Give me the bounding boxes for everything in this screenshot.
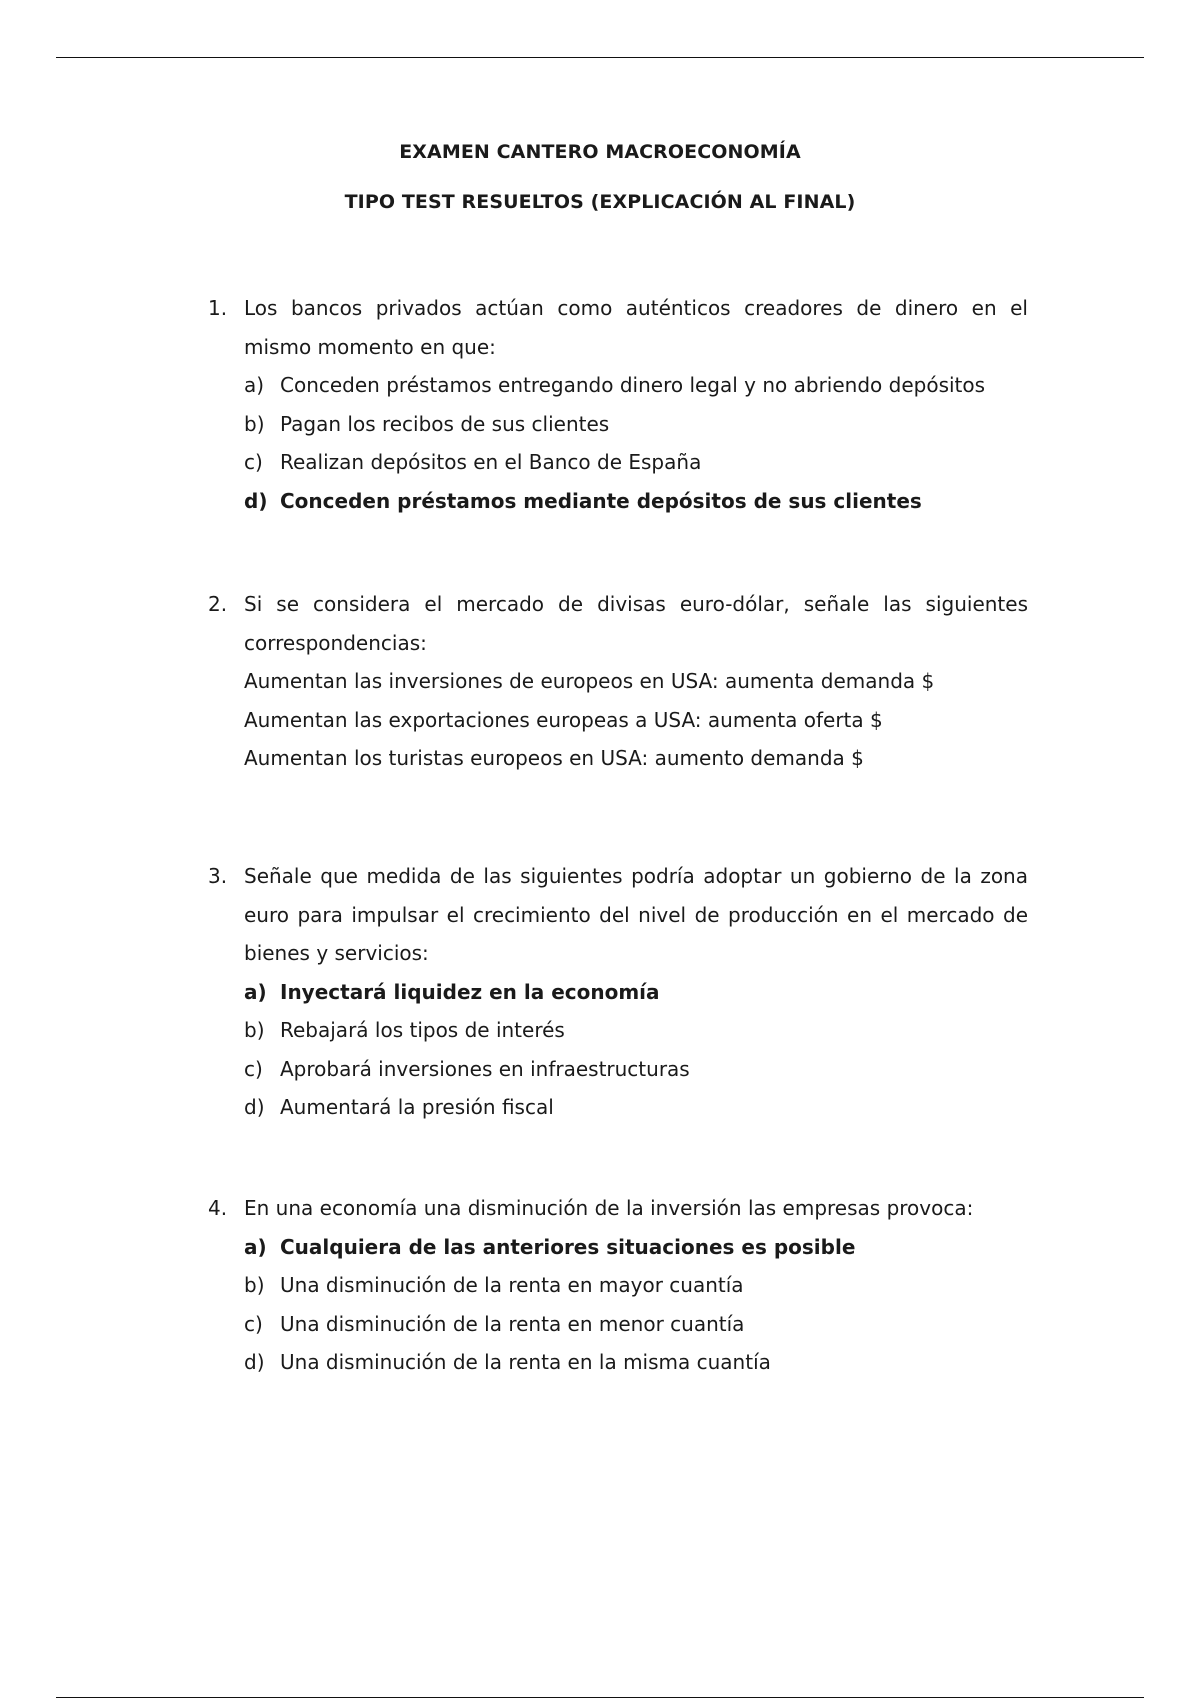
question-1 — [208, 289, 1028, 520]
option-text: Una disminución de la renta en la misma cuantía — [280, 1350, 771, 1374]
question-number: 4. — [208, 1196, 228, 1220]
question-text: Los bancos privados actúan como auténticos creadores de dinero en el mismo momento en que: — [244, 296, 1028, 359]
question-number: 2. — [208, 592, 228, 616]
question-text: En una economía una disminución de la inversión las empresas provoca: — [244, 1196, 974, 1220]
correspondence-line: Aumentan las exportaciones europeas a USA: aumenta oferta $ — [244, 707, 883, 732]
question-text: Señale que medida de las siguientes podría adoptar un gobierno de la zona euro para impulsar el crecimiento del nivel de producción en el mercado de bienes y servicios: — [244, 864, 1028, 965]
option-text: Rebajará los tipos de interés — [280, 1018, 565, 1042]
option-letter: d) — [244, 1350, 265, 1374]
option-letter: b) — [244, 411, 265, 436]
option-text: Una disminución de la renta en menor cuantía — [280, 1311, 745, 1336]
correspondence-line: Aumentan las inversiones de europeos en USA: aumenta demanda $ — [244, 669, 935, 693]
bottom-rule — [56, 1697, 1144, 1698]
question-2 — [208, 585, 1028, 778]
option-letter: c) — [244, 450, 263, 474]
option-letter: b) — [244, 1273, 265, 1297]
option-text: Conceden préstamos mediante depósitos de sus clientes — [280, 488, 922, 513]
option-b — [244, 405, 1028, 444]
option-text: Realizan depósitos en el Banco de España — [280, 450, 702, 474]
option-c — [244, 443, 1028, 482]
correspondence-line: Aumentan los turistas europeos en USA: aumento demanda $ — [244, 746, 864, 770]
question-3 — [208, 857, 1028, 1127]
option-b — [244, 1011, 1028, 1050]
question-4 — [208, 1189, 1028, 1382]
option-d-correct — [244, 482, 1028, 521]
option-text: Pagan los recibos de sus clientes — [280, 411, 610, 436]
option-letter: c) — [244, 1056, 263, 1081]
document-subtitle: TIPO TEST RESUELTOS (EXPLICACIÓN AL FINAL) — [344, 191, 856, 213]
option-text: Aumentará la presión fiscal — [280, 1095, 554, 1119]
option-text: Aprobará inversiones en infraestructuras — [280, 1056, 690, 1081]
option-c — [244, 1305, 1028, 1344]
option-letter: a) — [244, 979, 267, 1004]
option-a — [244, 366, 1028, 405]
option-letter: d) — [244, 488, 268, 513]
top-rule — [56, 57, 1144, 58]
question-number: 1. — [208, 296, 228, 320]
option-text: Conceden préstamos entregando dinero legal y no abriendo depósitos — [280, 373, 986, 397]
option-letter: d) — [244, 1095, 265, 1119]
option-b — [244, 1266, 1028, 1305]
option-text: Cualquiera de las anteriores situaciones es posible — [280, 1234, 856, 1259]
question-number: 3. — [208, 864, 228, 888]
option-d — [244, 1088, 1028, 1127]
option-text: Inyectará liquidez en la economía — [280, 979, 660, 1004]
option-letter: a) — [244, 1234, 267, 1259]
option-letter: c) — [244, 1311, 263, 1336]
option-a-correct — [244, 1228, 1028, 1267]
option-d — [244, 1343, 1028, 1382]
option-c — [244, 1050, 1028, 1089]
option-a-correct — [244, 973, 1028, 1012]
option-letter: b) — [244, 1018, 265, 1042]
option-letter: a) — [244, 373, 265, 397]
question-text: Si se considera el mercado de divisas euro-dólar, señale las siguientes correspondencias: — [244, 592, 1028, 655]
option-text: Una disminución de la renta en mayor cuantía — [280, 1273, 744, 1297]
document-header — [0, 138, 1200, 217]
document-title: EXAMEN CANTERO MACROECONOMÍA — [399, 141, 801, 163]
